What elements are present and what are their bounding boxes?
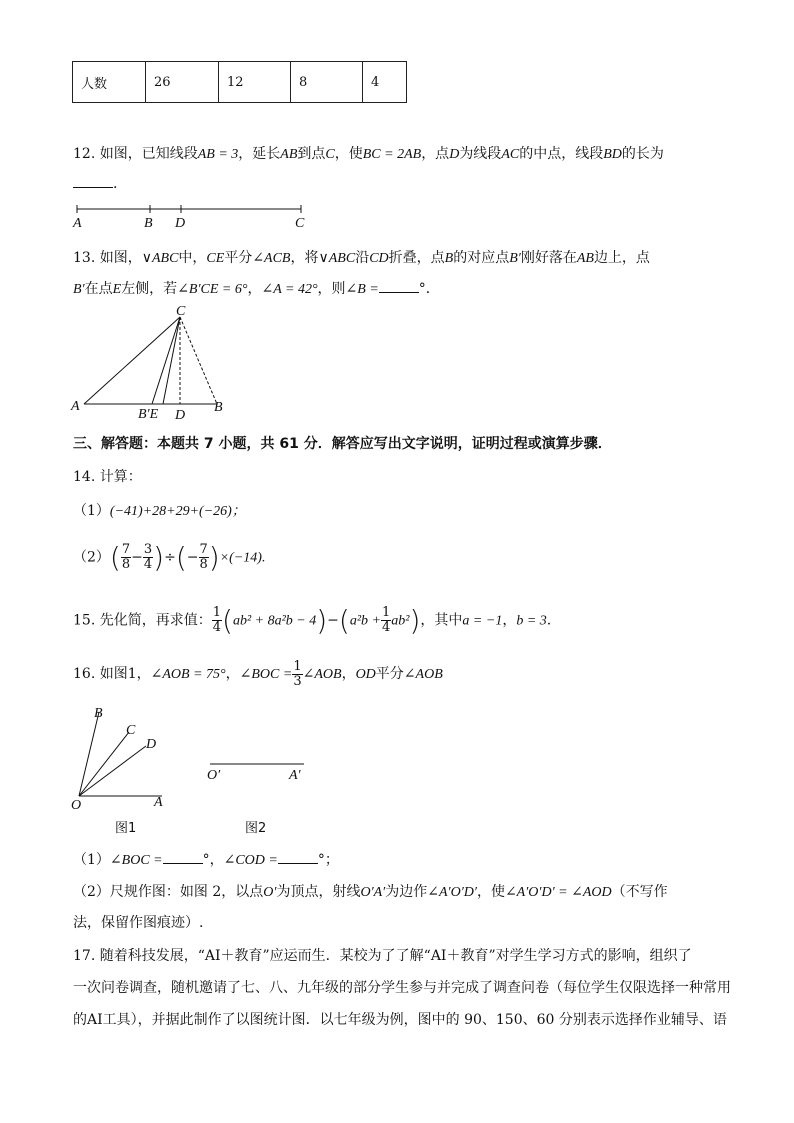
math: C (325, 147, 335, 162)
point-label: A′ (289, 768, 301, 783)
paren: ) (316, 604, 328, 637)
operator: − (131, 549, 143, 566)
math: ∨ABC (141, 251, 179, 266)
segment-figure (70, 200, 320, 232)
section-heading: 三、解答题：本题共 7 小题，共 61 分．解答应写出文字说明，证明过程或演算步骤． (73, 436, 612, 452)
operator: ÷ (164, 549, 176, 566)
table-cell: 4 (363, 62, 407, 103)
text: 左侧，若 (121, 281, 178, 297)
figure-caption: 图1 (115, 821, 137, 836)
math: ∠AOB = 75° (150, 667, 226, 683)
math: ∠AOB (302, 667, 342, 683)
text: ， (247, 281, 262, 297)
q12-line1 (73, 143, 664, 163)
numerator: 7 (199, 542, 208, 558)
fraction (121, 543, 131, 571)
math: B′ (73, 282, 85, 297)
numerator: 1 (382, 605, 391, 621)
q16-line (73, 660, 443, 688)
triangle-figure (66, 303, 236, 423)
paren: ( (109, 541, 121, 574)
math: CE (206, 251, 225, 266)
denominator: 4 (212, 620, 221, 635)
math: ∨ABC (318, 251, 356, 266)
part-label: （1） (73, 852, 110, 868)
denominator: 8 (199, 557, 208, 572)
table-cell: 8 (291, 62, 363, 103)
math: ∠B′CE = 6° (177, 282, 248, 297)
denominator: 4 (143, 557, 153, 572)
paren: ) (153, 541, 165, 574)
fraction (199, 543, 209, 571)
part-label: （2） (73, 549, 110, 566)
q16-part2-line2: 法，保留作图痕迹）. (73, 915, 204, 931)
point-label: B (94, 706, 103, 721)
math: BC = 2AB (362, 147, 422, 162)
point-label: D (146, 737, 157, 752)
math: E (112, 282, 122, 297)
math: AB (576, 251, 594, 266)
q14-heading: 14. 计算： (73, 469, 142, 485)
paren: ) (208, 541, 220, 574)
fraction (292, 660, 302, 688)
text: ， (502, 612, 517, 629)
text: 的对应点 (453, 250, 510, 266)
math: ∠B = (345, 282, 379, 297)
text: ，延长 (238, 146, 281, 162)
math: ab² (391, 613, 410, 629)
point-label: D (175, 408, 186, 423)
operator: − (186, 549, 199, 566)
text: °． (418, 281, 440, 297)
paren: ( (222, 604, 233, 637)
math: D (449, 147, 460, 162)
point-label: C (295, 216, 305, 231)
text: 如图1， (99, 666, 151, 683)
point-label: C (176, 304, 186, 319)
table-cell: 12 (219, 62, 291, 103)
point-label: D (175, 216, 186, 231)
text: . (546, 612, 552, 629)
text: ，使 (476, 884, 505, 900)
q13-line1 (73, 247, 650, 267)
text: 平分 (375, 666, 404, 683)
text: 为边作 (385, 884, 428, 900)
question-number: 16. (73, 666, 96, 683)
math: ab² + 8a²b − 4 (232, 613, 317, 629)
denominator: 8 (121, 557, 131, 572)
point-label: B′E (138, 407, 159, 422)
point-label: A (154, 795, 163, 810)
operator: − (327, 612, 339, 629)
text: 为线段 (459, 146, 502, 162)
count-table (72, 61, 407, 103)
text: ，使 (334, 146, 363, 162)
text: ， (341, 666, 356, 683)
math: BD (603, 147, 622, 162)
answer-blank[interactable] (379, 292, 419, 293)
answer-blank[interactable] (73, 187, 113, 188)
text: （不写作 (611, 884, 668, 900)
text: . (113, 176, 118, 192)
point-label: O (71, 798, 82, 813)
q16-part1 (73, 849, 339, 869)
math: a²b + (349, 613, 381, 629)
denominator: 4 (382, 620, 391, 635)
text: ，其中 (420, 612, 463, 629)
text: °； (317, 852, 339, 868)
math: CD (369, 251, 389, 266)
text: （2）尺规作图：如图 2，以点 (73, 884, 264, 900)
math: O′ (263, 885, 277, 900)
point-label: A (73, 216, 82, 231)
text: 如图， (99, 250, 142, 266)
numerator: 1 (212, 605, 221, 621)
text: 为顶点，射线 (276, 884, 361, 900)
q14-part2 (73, 541, 265, 574)
angle-figure-2 (200, 755, 315, 785)
q17-line2: 一次问卷调查，随机邀请了七、八、九年级的部分学生参与并完成了调查问卷（每位学生仅限选择一种常用 (73, 980, 731, 996)
q17-line1: 17. 随着科技发展，“AI＋教育”应运而生．某校为了了解“AI＋教育”对学生学习方式的影响，组织了 (73, 948, 692, 964)
q15-line (73, 604, 551, 637)
math: ∠A′O′D′ (427, 885, 477, 900)
paren: ( (175, 541, 187, 574)
text: °， (202, 852, 224, 868)
math: (−41)+28+29+(−26)； (109, 504, 246, 519)
point-label: C (126, 723, 136, 738)
part-label: （1） (73, 503, 110, 519)
math: ∠COD = (223, 853, 278, 868)
math: ∠AOB (403, 667, 443, 683)
question-number: 13. (73, 250, 96, 266)
math: a = −1 (462, 613, 503, 629)
math: AC (501, 147, 520, 162)
numerator: 7 (121, 542, 131, 558)
q13-line2 (73, 278, 440, 298)
text: 的长为 (621, 146, 664, 162)
math: AB (280, 147, 298, 162)
text: 15. 先化简，再求值： (73, 612, 212, 629)
text: ，则 (317, 281, 346, 297)
paren: ( (338, 604, 350, 637)
fraction (381, 606, 391, 634)
text: 的中点，线段 (519, 146, 604, 162)
math: ∠BOC = (109, 853, 163, 868)
text: 到点 (297, 146, 326, 162)
table-row (73, 62, 407, 103)
table-cell: 人数 (73, 62, 146, 103)
numerator: 1 (293, 659, 302, 674)
answer-blank[interactable] (278, 863, 318, 864)
text: 在点 (84, 281, 113, 297)
math: ×(−14). (219, 550, 266, 566)
text: 如图，已知线段 (99, 146, 198, 162)
math: ∠A = 42° (261, 282, 318, 297)
paren: ) (409, 604, 421, 637)
point-label: A (71, 399, 80, 414)
math: ∠ACB (252, 251, 291, 266)
fraction (212, 606, 222, 634)
text: ，点 (421, 146, 450, 162)
math: AB = 3 (197, 147, 239, 162)
text: 边上，点 (593, 250, 650, 266)
q14-part1 (73, 500, 246, 520)
q16-part2-line1 (73, 881, 668, 901)
q12-line2 (73, 176, 117, 192)
math: B (444, 251, 454, 266)
text: 折叠，点 (388, 250, 445, 266)
point-label: B (144, 216, 153, 231)
text: 刚好落在 (520, 250, 577, 266)
text: ，将 (290, 250, 319, 266)
math: OD (355, 667, 376, 683)
angle-figure-1 (66, 700, 186, 815)
answer-blank[interactable] (163, 863, 203, 864)
math: ∠A′O′D′ = ∠AOD (504, 885, 612, 900)
denominator: 3 (293, 673, 302, 689)
fraction (143, 543, 153, 571)
text: ， (225, 666, 240, 683)
text: 沿 (355, 250, 370, 266)
numerator: 3 (143, 542, 153, 558)
text: 平分 (224, 250, 253, 266)
math: ∠BOC = (239, 667, 293, 683)
q17-line3: 的AI工具），并据此制作了以图统计图．以七年级为例，图中的 90、150、60 分别表示选择作业辅导、语 (73, 1012, 727, 1028)
point-label: O′ (207, 768, 221, 783)
math: O′A′ (360, 885, 386, 900)
math: b = 3 (516, 613, 547, 629)
point-label: B (214, 400, 223, 415)
math: B′ (509, 251, 521, 266)
question-number: 12. (73, 146, 96, 162)
text: 中， (178, 250, 207, 266)
figure-caption: 图2 (245, 821, 267, 836)
table-cell: 26 (146, 62, 219, 103)
